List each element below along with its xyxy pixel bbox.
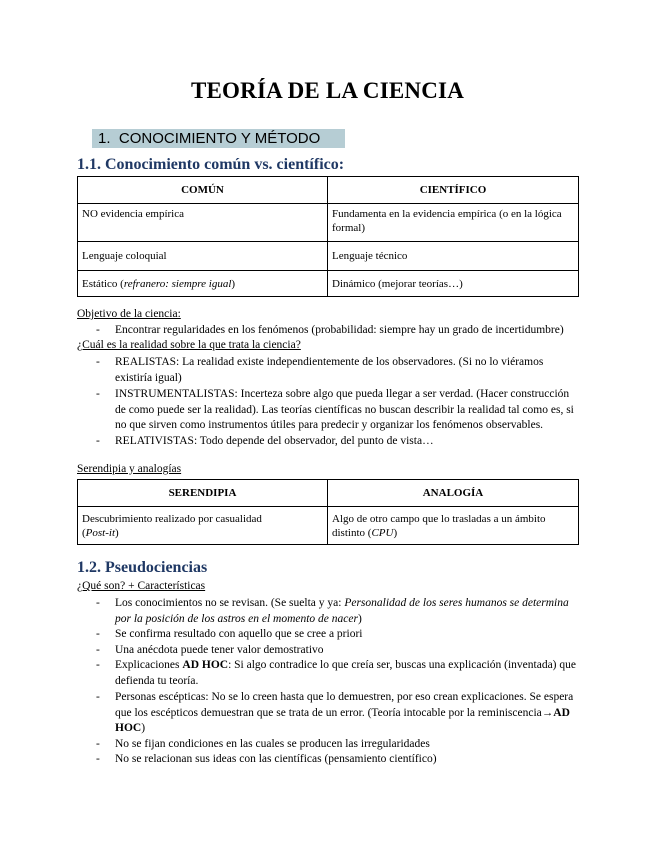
table-cell: Lenguaje técnico xyxy=(328,242,579,271)
cell-italic-text: refranero: siempre igual xyxy=(123,277,232,290)
objetivo-label: Objetivo de la ciencia: xyxy=(77,308,181,320)
table-cell: Algo de otro campo que lo trasladas a un ámbito distinto (CPU) xyxy=(328,507,579,545)
table-header-cell: ANALOGÍA xyxy=(328,480,579,507)
section-heading-1 xyxy=(98,129,320,148)
list-item: - No se relacionan sus ideas con las científicas (pensamiento científico) xyxy=(77,752,582,768)
section-label: CONOCIMIENTO Y MÉTODO xyxy=(118,130,321,147)
page-title: TEORÍA DE LA CIENCIA xyxy=(190,78,465,103)
table-cell: Dinámico (mejorar teorías…) xyxy=(328,271,579,297)
subsection-heading-1-2: 1.2. Pseudociencias xyxy=(77,559,208,576)
table-header-row xyxy=(78,177,579,204)
table-row xyxy=(78,271,579,297)
list-item xyxy=(77,596,582,627)
table-cell: Descubrimiento realizado por casualidad (Post-it) xyxy=(78,507,328,545)
table-row xyxy=(78,204,579,242)
list-item xyxy=(77,690,582,737)
list-item: - Encontrar regularidades en los fenómenos (probabilidad: siempre hay un grado de incertidumbre) xyxy=(77,323,582,339)
item-text: : Si algo contradice lo que creía ser, buscas una explicación (inventada) que defienda tu teoría. xyxy=(115,659,576,687)
objetivo-list xyxy=(77,323,582,339)
cell-text: ) xyxy=(231,277,236,290)
list-item: - RELATIVISTAS: Todo depende del observador, del punto de vista… xyxy=(77,434,582,450)
item-text: Los conocimientos no se revisan. (Se suelta y ya: xyxy=(115,597,345,609)
list-item: - No se fijan condiciones en las cuales se producen las irregularidades xyxy=(77,737,582,753)
table-row xyxy=(78,242,579,271)
item-bold-text: AD HOC xyxy=(115,706,570,734)
list-item: - Una anécdota puede tener valor demostrativo xyxy=(77,643,582,659)
table-header-cell: CIENTÍFICO xyxy=(328,177,579,204)
section-number: 1. xyxy=(98,130,111,147)
pseudo-list xyxy=(77,596,582,768)
list-item: - Se confirma resultado con aquello que se cree a priori xyxy=(77,627,582,643)
cell-italic-text: Post-it xyxy=(85,526,116,539)
serendipia-label: Serendipia y analogías xyxy=(77,463,182,475)
arrow-icon: → xyxy=(541,706,554,719)
list-item: - REALISTAS: La realidad existe independientemente de los observadores. (Si no lo viéramos existiría igual) xyxy=(77,355,582,386)
table-header-row xyxy=(78,480,579,507)
item-text: ) xyxy=(141,722,146,734)
pseudo-label: ¿Qué son? + Características xyxy=(77,580,206,592)
realidad-label: ¿Cuál es la realidad sobre la que trata la ciencia? xyxy=(77,339,301,351)
table-header-cell: COMÚN xyxy=(78,177,328,204)
item-bold-text: AD HOC xyxy=(182,659,229,671)
realidad-list xyxy=(77,355,582,449)
table-header-cell: SERENDIPIA xyxy=(78,480,328,507)
cell-italic-text: CPU xyxy=(371,526,394,539)
table-cell: Fundamenta en la evidencia empírica (o en la lógica formal) xyxy=(328,204,579,242)
item-text: Personas escépticas: No se lo creen hasta que lo demuestren, por eso crean explicaciones. Se espera que los escépticos demuestran que se trata de un error. (Teoría intocable por la reminiscencia xyxy=(115,691,574,719)
table-cell: Lenguaje coloquial xyxy=(78,242,328,271)
item-italic-text: Personalidad de los seres humanos se determina por la posición de los astros en el momento de nacer xyxy=(115,597,569,625)
list-item: - INSTRUMENTALISTAS: Incerteza sobre algo que pueda llegar a ser verdad. (Hacer construcción de como puede ser la realidad). Las teorías científicas no buscan describir la realidad tal como es, si no que sirven como instrumentos útiles para predecir y organizar los fenómenos observables. xyxy=(77,387,582,434)
list-item xyxy=(77,658,582,689)
cell-text: Algo de otro campo que lo trasladas a un ámbito distinto xyxy=(332,512,546,539)
cell-text: Estático ( xyxy=(82,277,124,290)
table-cell: NO evidencia empírica xyxy=(78,204,328,242)
item-text: Explicaciones xyxy=(115,659,183,671)
subsection-heading-1-1: 1.1. Conocimiento común vs. científico: xyxy=(77,156,345,173)
item-text: ) xyxy=(357,612,362,625)
serendipia-table xyxy=(77,479,579,545)
table-cell xyxy=(78,271,328,297)
cell-text: Descubrimiento realizado por casualidad xyxy=(82,512,262,525)
comparison-table xyxy=(77,176,579,297)
table-row xyxy=(78,507,579,545)
